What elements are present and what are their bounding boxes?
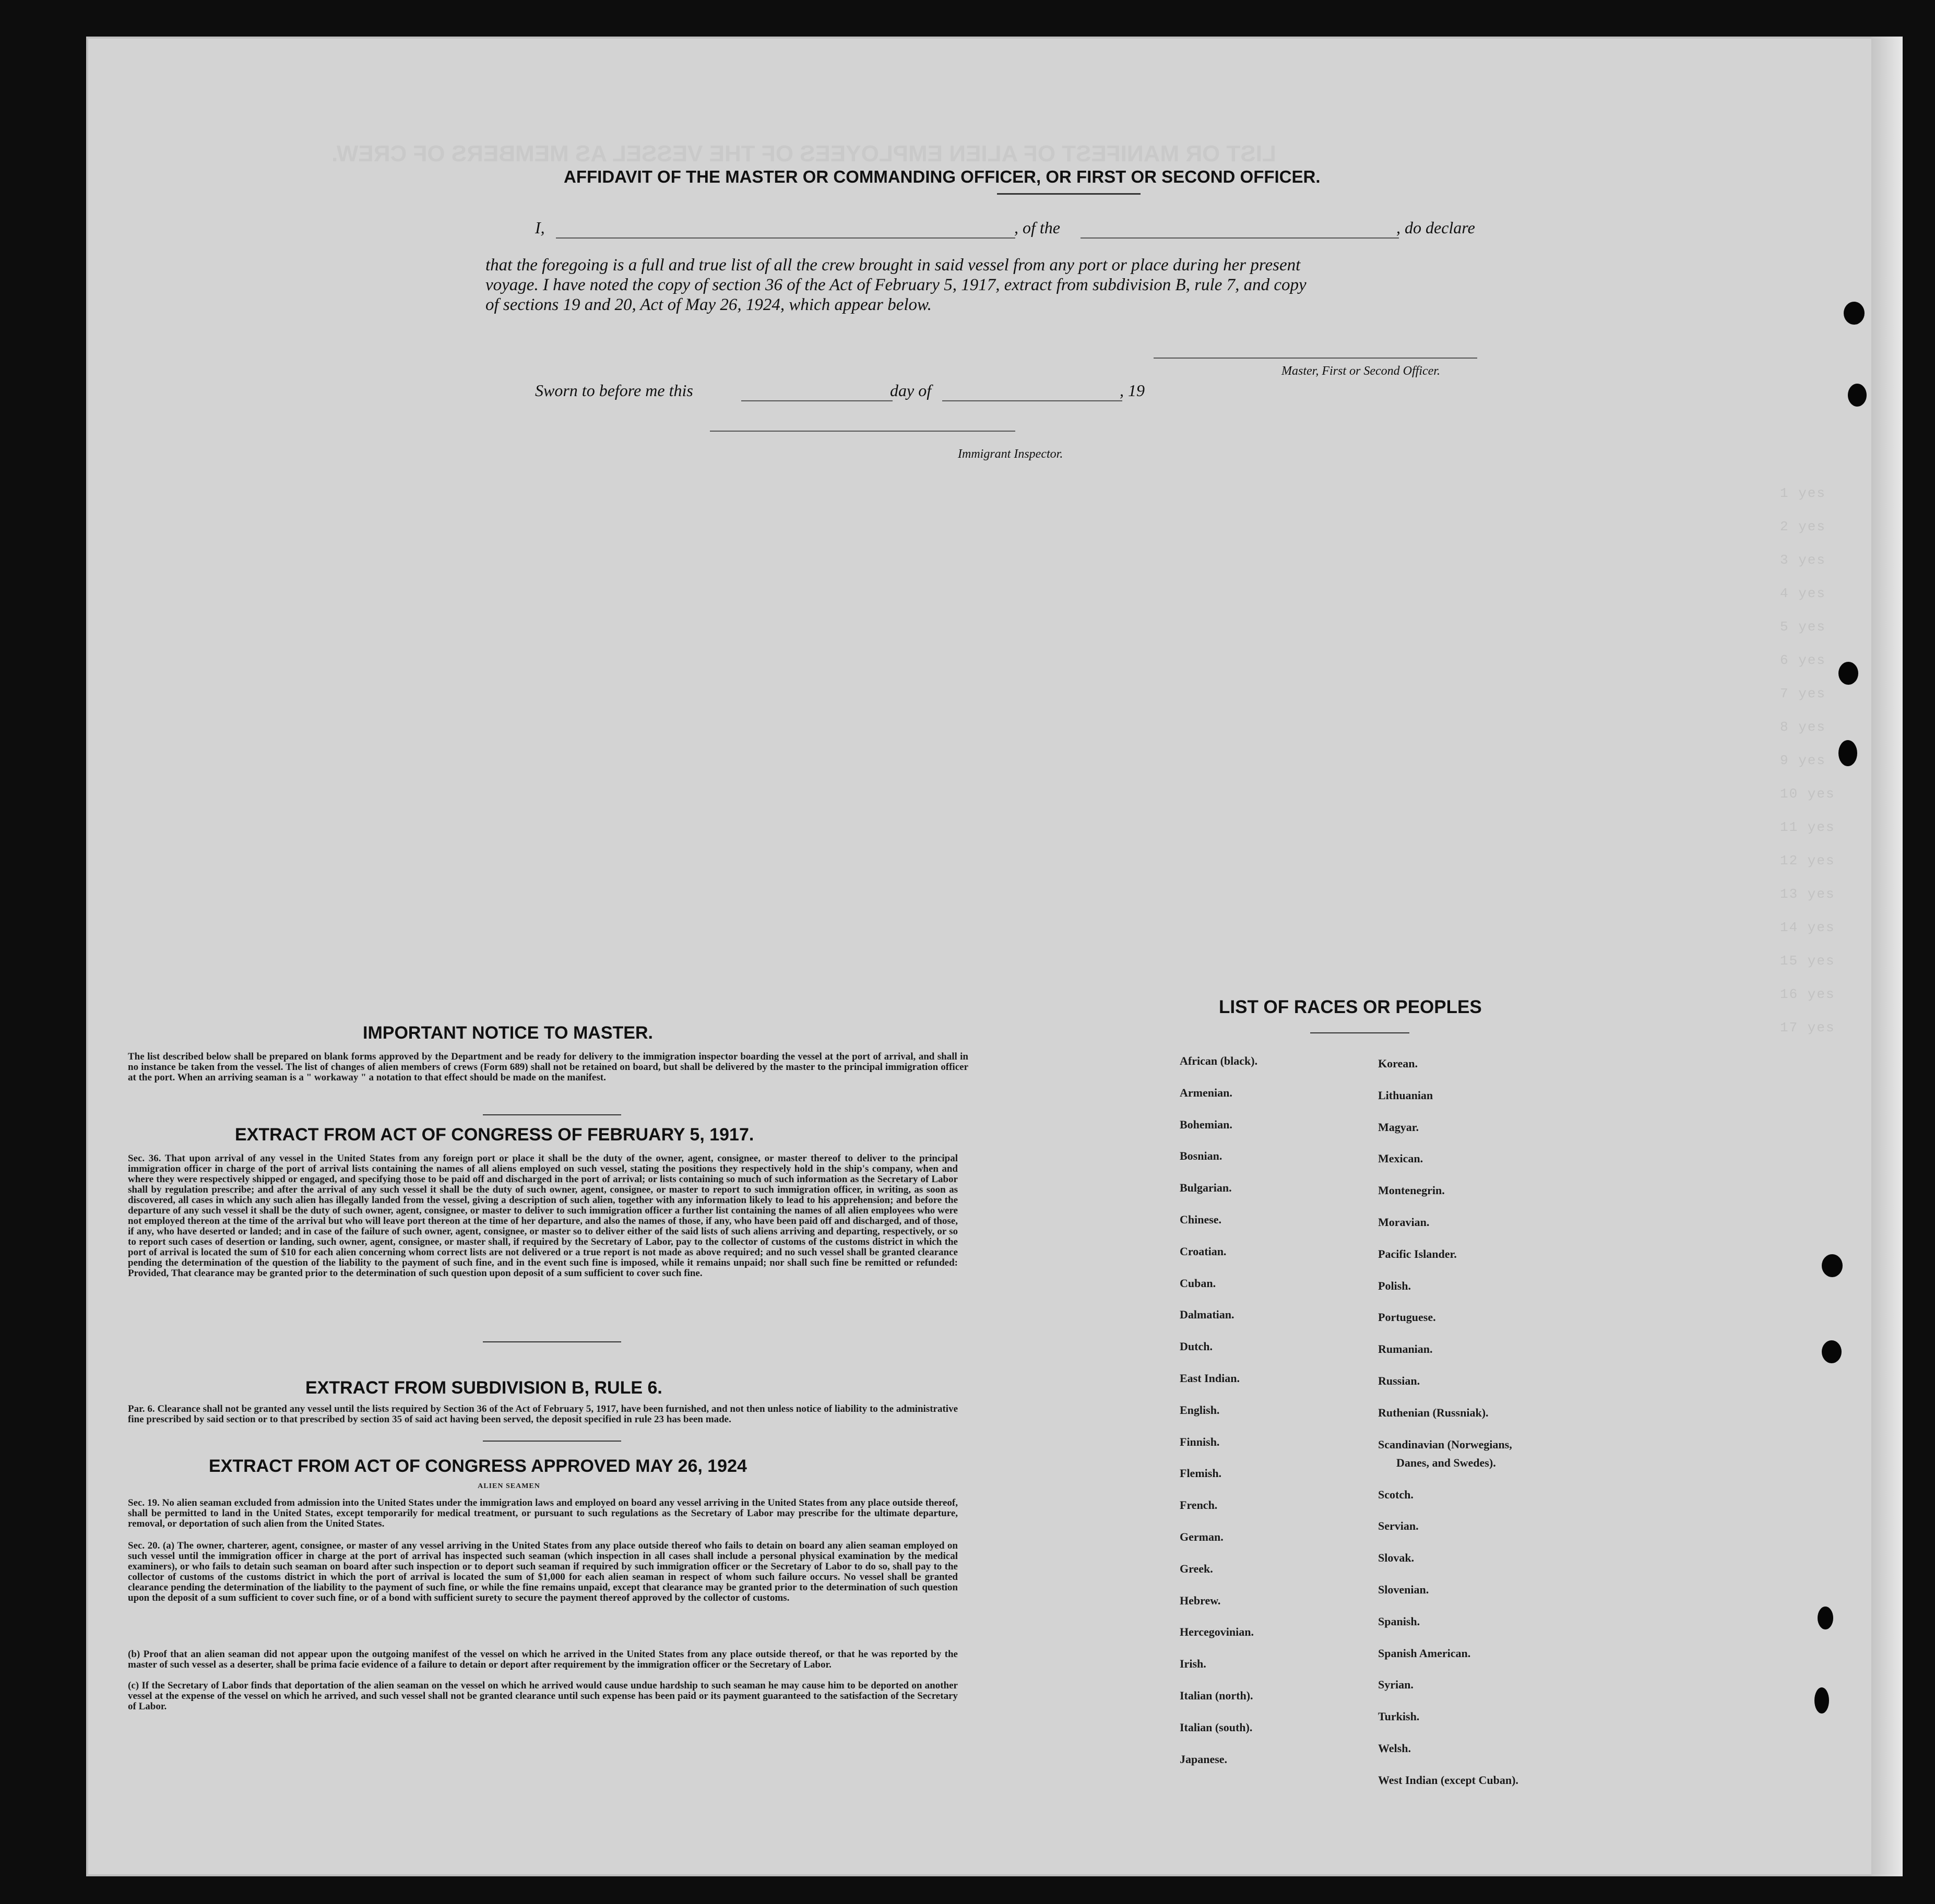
race-item: Welsh. [1378,1742,1411,1755]
bleed-through-row: 16 yes [1780,986,1835,1002]
race-item: Italian (north). [1180,1689,1253,1702]
extract-rule6-title: EXTRACT FROM SUBDIVISION B, RULE 6. [305,1378,662,1398]
race-item: Magyar. [1378,1120,1419,1134]
divider-3 [483,1441,621,1442]
divider-1 [483,1114,621,1115]
extract-1917-title: EXTRACT FROM ACT OF CONGRESS OF FEBRUARY 5, 1917. [235,1125,754,1145]
binder-hole [1848,384,1867,407]
race-item: Chinese. [1180,1213,1222,1226]
affidavit-of-the: , of the [1014,218,1060,237]
sworn-month-line [942,400,1122,401]
bleed-through-row: 13 yes [1780,886,1835,902]
extract-1917-body: Sec. 36. That upon arrival of any vessel in the United States from any foreign port or place it shall be the duty of the owner, agent, consignee, or master thereof to deliver to the principal immigration officer in charge of the port of arrival lists containing the names of all aliens employed on such vessel, stating the positions they respectively hold in the ship's company, when and where they were respectively shipped or engaged, and specifying those to be paid off and discharged in the port of arrival; or lists containing so much of such information as the Secretary of Labor shall by regulation prescribe; and after the arrival of any such vessel it shall be the duty of such owner, agent, consignee, or master to report to such immigration officer, in writing, as soon as discovered, all cases in which any such alien has illegally landed from the vessel, giving a description of such alien, together with any information likely to lead to his apprehension; and before the departure of any such vessel it shall be the duty of such owner, agent, consignee, or master to deliver to such immigration officer a further list containing the names of all alien employees who were not employed thereon at the time of the arrival but who will leave port thereon at the time of her departure, and also the names of those, if any, who have been paid off and discharged, and of those, if any, who have deserted or landed; and in case of the failure of such owner, agent, consignee, or master so to deliver either of the said lists of such aliens arriving and departing, respectively, or so to report such cases of desertion or landing, such owner, agent, consignee, or master shall, if required by the Secretary of Labor, pay to the collector of customs of the customs district in which the port of arrival is located the sum of $10 for each alien concerning whom correct lists are not delivered or a true report is not made as above required; and no such vessel shall be granted clearance pending the determination of the question of the liability to the payment of such fine, and in the event such fine is imposed, while it remains unpaid; nor shall such fine be remitted or refunded: Provided, That clearance may be granted prior to the determination of such question upon deposit of a sum sufficient to cover such fine. [128,1153,958,1279]
bleed-through-row: 17 yes [1780,1020,1835,1036]
inspector-caption: Immigrant Inspector. [958,447,1063,461]
document-page [86,37,1903,1876]
race-item: Scotch. [1378,1487,1414,1501]
race-item: Polish. [1378,1279,1411,1292]
binder-hole [1844,302,1865,325]
binder-hole [1818,1606,1833,1629]
bleed-through-heading: LIST OR MANIFEST OF ALIEN EMPLOYEES OF THE VESSEL AS MEMBERS OF CREW. [331,141,1276,166]
bleed-through-row: 7 yes [1780,686,1826,701]
bleed-through-row: 9 yes [1780,753,1826,768]
race-item: West Indian (except Cuban). [1378,1773,1518,1787]
notice-title: IMPORTANT NOTICE TO MASTER. [363,1023,653,1043]
bleed-through-row: 15 yes [1780,953,1835,969]
race-item: Korean. [1378,1057,1418,1070]
extract-rule6-body: Par. 6. Clearance shall not be granted any vessel until the lists required by Section 36 of the Act of February 5, 1917, have been furnished, and not then unless notice of liability to the administrative fine prescribed by said section or to that prescribed by section 35 of said act having been served, the deposit specified in rule 23 has been made. [128,1403,958,1425]
binder-hole [1814,1687,1829,1713]
race-item: Slovak. [1378,1551,1415,1565]
vessel-line [1081,237,1399,239]
bleed-through-row: 3 yes [1780,552,1826,568]
bleed-through-row: 10 yes [1780,786,1835,802]
races-title-rule [1310,1032,1409,1033]
binder-hole [1838,662,1858,685]
bleed-through-row: 1 yes [1780,485,1826,501]
race-item: Bohemian. [1180,1117,1232,1131]
bleed-through-row: 11 yes [1780,819,1835,835]
affidavit-do-declare: , do declare [1396,218,1475,237]
race-item: Scandinavian (Norwegians, [1378,1437,1512,1451]
bleed-through-row: 8 yes [1780,719,1826,735]
affidavit-title-rule [997,193,1141,195]
race-item: Armenian. [1180,1086,1232,1099]
race-item: Rumanian. [1378,1342,1433,1356]
race-item: East Indian. [1180,1372,1240,1385]
race-item: Spanish American. [1378,1646,1471,1660]
race-item: Hebrew. [1180,1593,1221,1607]
race-item: Hercegovinian. [1180,1625,1254,1639]
race-item: Mexican. [1378,1152,1423,1165]
race-item: Servian. [1378,1519,1419,1533]
race-item: Turkish. [1378,1710,1420,1723]
race-item: Finnish. [1180,1435,1220,1448]
race-item: Greek. [1180,1562,1213,1575]
race-item: African (black). [1180,1054,1258,1067]
races-title: LIST OF RACES OR PEOPLES [1219,997,1482,1017]
race-item: Montenegrin. [1378,1184,1445,1197]
page-edge [1871,37,1903,1876]
race-item: French. [1180,1498,1218,1512]
extract-1924-sec19: Sec. 19. No alien seaman excluded from admission into the United States under the immigration laws and employed on board any vessel arriving in the United States from any place outside thereof, shall be permitted to land in the United States, except temporarily for medical treatment, or pursuant to such regulations as the Secretary of Labor may prescribe for the ultimate departure, removal, or deportation of such alien from the United States. [128,1497,958,1529]
race-item: Irish. [1180,1657,1206,1671]
bleed-through-row: 14 yes [1780,920,1835,935]
bleed-through-row: 4 yes [1780,586,1826,601]
race-item: Slovenian. [1378,1583,1429,1597]
race-item: Cuban. [1180,1276,1216,1290]
name-line [556,237,1015,239]
race-item: Ruthenian (Russniak). [1378,1406,1489,1419]
bleed-through-row: 12 yes [1780,853,1835,868]
affidavit-body-2: voyage. I have noted the copy of section 36 of the Act of February 5, 1917, extract from subdivision B, rule 7, and copy [485,276,1307,294]
race-item: Dutch. [1180,1340,1213,1353]
race-item: Spanish. [1378,1614,1420,1628]
race-item: Portuguese. [1378,1311,1436,1324]
year-text: , 19 [1120,381,1145,400]
race-item: English. [1180,1403,1220,1417]
binder-hole [1822,1340,1842,1363]
binder-hole [1838,740,1857,766]
race-item: Moravian. [1378,1216,1430,1229]
notice-body: The list described below shall be prepared on blank forms approved by the Department and be ready for delivery to the immigration inspector boarding the vessel at the port of arrival, and shall in no instance be taken from the vessel. The list of changes of alien members of crews (Form 689) shall not be retained on board, but shall be delivered by the master to the principal immigration officer at the port. When an arriving seaman is a " workaway " a notation to that effect should be made on the manifest. [128,1051,968,1083]
race-item: Danes, and Swedes). [1396,1456,1496,1469]
extract-1924-sec20c: (c) If the Secretary of Labor finds that deportation of the alien seaman on the vessel on which he arrived would cause undue hardship to such seaman he may cause him to be deported on another vessel at the expense of the vessel on which he arrived, and such vessel shall not be granted clearance until such expense has been paid or its payment guaranteed to the satisfaction of the Secretary of Labor. [128,1680,958,1712]
race-item: Bosnian. [1180,1149,1222,1163]
sworn-day-line [741,400,893,401]
race-item: German. [1180,1530,1224,1543]
bleed-through-row: 2 yes [1780,519,1826,534]
race-item: Russian. [1378,1374,1420,1387]
bleed-through-row: 6 yes [1780,652,1826,668]
race-item: Italian (south). [1180,1720,1253,1734]
affidavit-i: I, [535,218,545,237]
race-item: Syrian. [1378,1678,1414,1692]
race-item: Dalmatian. [1180,1308,1234,1322]
signer-caption: Master, First or Second Officer. [1281,364,1440,378]
binder-hole [1822,1254,1843,1277]
sworn-text: Sworn to before me this [535,381,693,400]
race-item: Bulgarian. [1180,1181,1232,1195]
race-item: Croatian. [1180,1244,1227,1258]
inspector-line [710,431,1015,432]
extract-1924-sec20a: Sec. 20. (a) The owner, charterer, agent, consignee, or master of any vessel arriving in the United States from any place outside thereof who fails to detain on board any alien seaman employed on such vessel until the immigration officer in charge at the port of arrival has inspected such seaman (which inspection in all cases shall include a personal physical examination by the medical examiners), or who fails to detain such seaman on board after such inspection or to deport such seaman if required by such immigration officer or the Secretary of Labor to do so, shall pay to the collector of customs of the customs district in which the port of arrival is located the sum of $1,000 for each alien seaman in respect of whom such failure occurs. No vessel shall be granted clearance pending the determination of the liability to the payment of such fine, or while the fine remains unpaid, except that clearance may be granted prior to the determination of such question upon the deposit of a sum sufficient to cover such fine, or of a bond with sufficient surety to secure the payment thereof approved by the collector of customs. [128,1540,958,1603]
extract-1924-title: EXTRACT FROM ACT OF CONGRESS APPROVED MAY 26, 1924 [209,1456,747,1476]
affidavit-body-3: of sections 19 and 20, Act of May 26, 1924, which appear below. [485,295,932,314]
race-item: Flemish. [1180,1467,1222,1480]
signature-line [1154,358,1477,359]
divider-2 [483,1341,621,1342]
race-item: Lithuanian [1378,1088,1433,1102]
extract-1924-subtitle: ALIEN SEAMEN [478,1482,540,1490]
extract-1924-sec20b: (b) Proof that an alien seaman did not appear upon the outgoing manifest of the vessel on which he arrived in the United States from any place outside thereof, or that he was reported by the master of such vessel as a deserter, shall be prima facie evidence of a failure to detain or deport after requirement by the immigration officer or the Secretary of Labor. [128,1649,958,1670]
day-of-text: day of [890,381,932,400]
affidavit-title: AFFIDAVIT OF THE MASTER OR COMMANDING OFFICER, OR FIRST OR SECOND OFFICER. [564,167,1321,186]
race-item: Japanese. [1180,1752,1228,1766]
race-item: Pacific Islander. [1378,1247,1457,1260]
bleed-through-row: 5 yes [1780,619,1826,635]
affidavit-body-1: that the foregoing is a full and true list of all the crew brought in said vessel from any port or place during her present [485,256,1301,275]
